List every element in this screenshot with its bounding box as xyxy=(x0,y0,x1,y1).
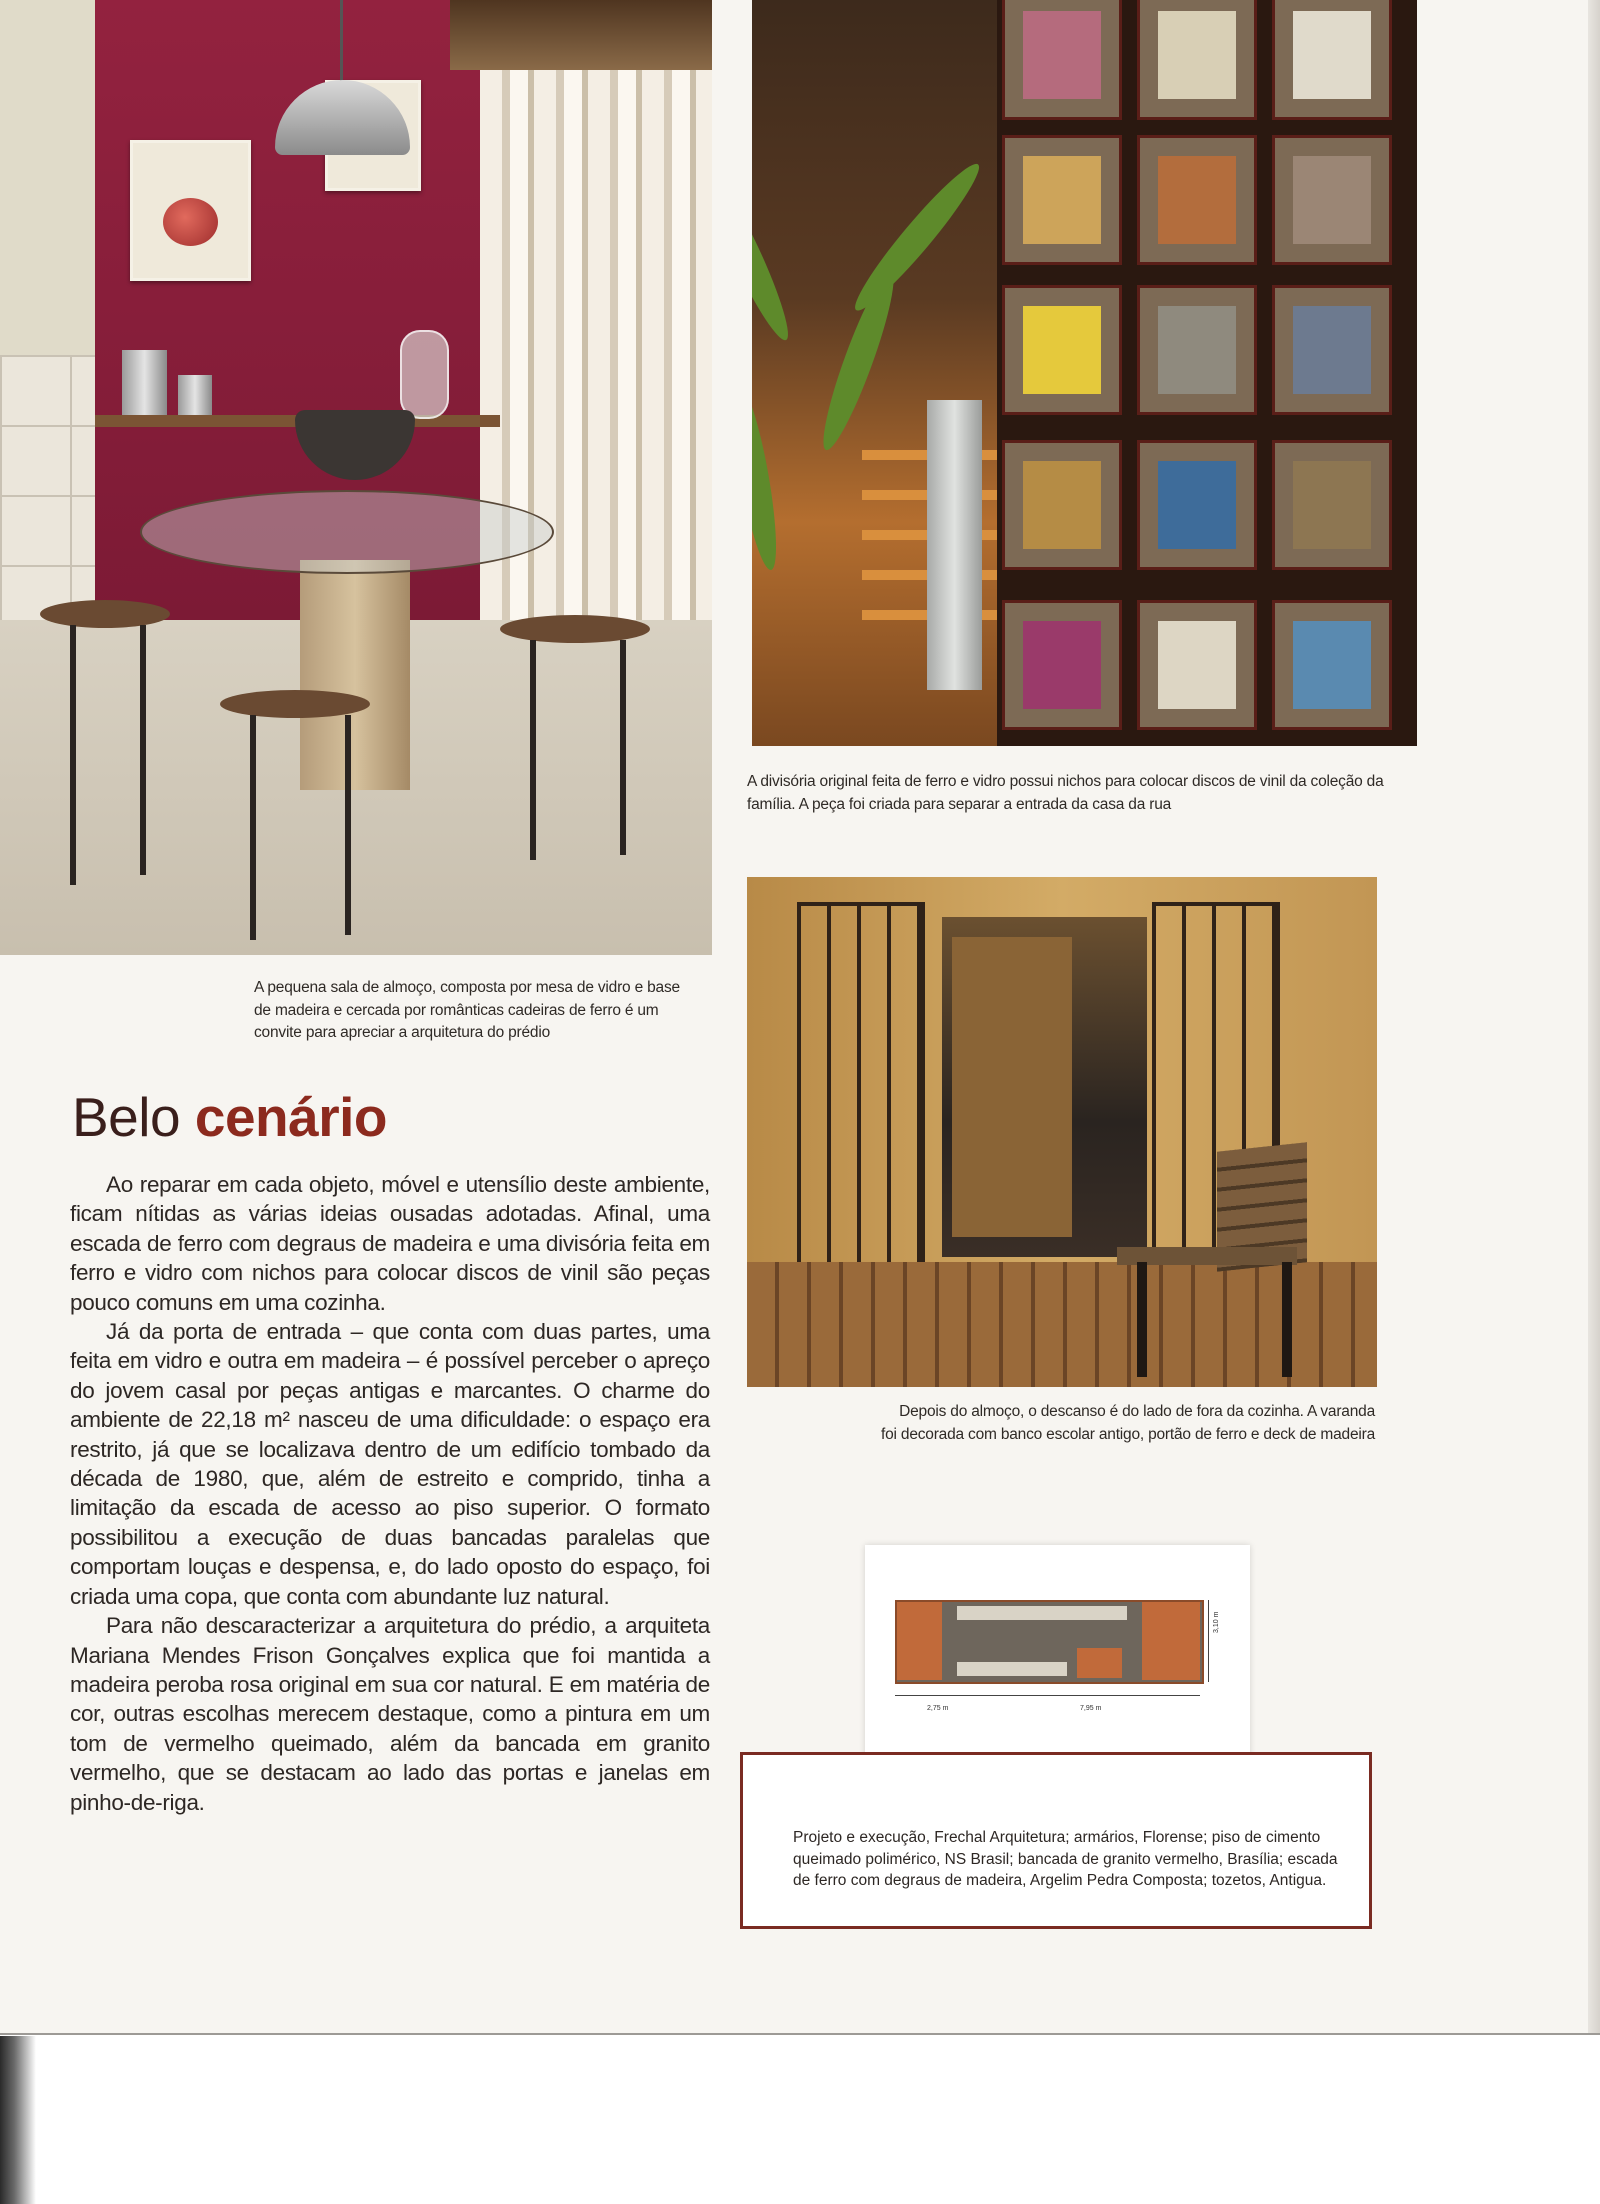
vinyl-record-niche xyxy=(1137,285,1257,415)
scanner-background xyxy=(0,2035,1600,2204)
chair-leg xyxy=(530,640,536,860)
wooden-table-base xyxy=(300,560,410,790)
chair-leg xyxy=(140,625,146,875)
curtain xyxy=(480,40,712,660)
glass-iron-divider xyxy=(997,0,1417,746)
plan-height-label: 3,10 m xyxy=(1213,1611,1220,1633)
plan-room xyxy=(895,1600,1204,1684)
refrigerator xyxy=(927,400,982,690)
chair-seat xyxy=(220,690,370,718)
chair-leg xyxy=(620,640,626,855)
veranda-photo xyxy=(747,877,1377,1387)
glass-vase xyxy=(400,330,449,419)
chair-leg xyxy=(345,715,351,935)
bench-leg xyxy=(1137,1262,1147,1377)
section-title-bold: cenário xyxy=(194,1086,388,1148)
lamp-cord xyxy=(340,0,343,85)
article-paragraph: Ao reparar em cada objeto, móvel e utensílio deste ambiente, ficam nítidas as várias ideias ousadas adotadas. Afinal, uma escada de ferro com degraus de madeira e uma divisória feita em ferro e vidro com nichos para colocar discos de vinil são peças pouco comuns em uma cozinha. xyxy=(70,1172,710,1315)
vinyl-record-niche xyxy=(1272,135,1392,265)
chair-leg xyxy=(70,625,76,885)
plan-dimension-line xyxy=(895,1695,983,1696)
records-divider-photo xyxy=(752,0,1417,746)
article-paragraph: Já da porta de entrada – que conta com duas partes, uma feita em vidro e outra em madeira – é possível perceber o apreço do jovem casal por peças antigas e marcantes. O charme do ambiente de 22,18 m² nasceu de uma dificuldade: o espaço era restrito, já que se localizava dentro de um edifício tombado da década de 1980, que, além de estreito e comprido, tinha a limitação da escada de acesso ao piso superior. O formato possibilitou a execução de duas bancadas paralelas que comportam louças e despensa, e, do lado oposto do espaço, foi criada uma copa, que conta com abundante luz natural. xyxy=(70,1319,710,1609)
plan-dimension-line xyxy=(1208,1600,1209,1682)
chair-seat xyxy=(40,600,170,628)
vinyl-record-niche xyxy=(1137,600,1257,730)
vinyl-record-niche xyxy=(1002,285,1122,415)
vinyl-record-niche xyxy=(1002,440,1122,570)
vinyl-record-niche xyxy=(1137,0,1257,120)
lunch-room-photo xyxy=(0,0,712,955)
vinyl-record-niche xyxy=(1137,135,1257,265)
article-body xyxy=(70,1170,710,1817)
steel-pot xyxy=(122,350,167,415)
wooden-door xyxy=(952,937,1072,1237)
plan-width-label-2: 7,95 m xyxy=(1080,1705,1102,1712)
page-edge xyxy=(1588,0,1600,2204)
vinyl-record-niche xyxy=(1002,0,1122,120)
vinyl-record-niche xyxy=(1272,600,1392,730)
vinyl-record-niche xyxy=(1002,135,1122,265)
bench-leg xyxy=(1282,1262,1292,1377)
chair-seat xyxy=(500,615,650,643)
glass-table-top xyxy=(140,490,554,574)
apple-painting xyxy=(130,140,251,281)
plan-dimension-line xyxy=(983,1695,1200,1696)
ceiling-beam xyxy=(450,0,712,70)
chair-leg xyxy=(250,715,256,940)
plan-counter-bottom xyxy=(957,1662,1067,1676)
credits-box xyxy=(740,1752,1372,1929)
vinyl-record-niche xyxy=(1137,440,1257,570)
plan-veranda xyxy=(1142,1602,1200,1680)
section-title-regular: Belo xyxy=(72,1086,181,1148)
plan-width-label-1: 2,75 m xyxy=(927,1705,949,1712)
vinyl-record-niche xyxy=(1272,0,1392,120)
vinyl-record-niche xyxy=(1272,285,1392,415)
plan-cabinet xyxy=(1077,1648,1122,1678)
article-paragraph: Para não descaracterizar a arquitetura do prédio, a arquiteta Mariana Mendes Frison Gonçalves explica que foi mantida a madeira peroba rosa original em sua cor natural. E em matéria de cor, outras escolhas merecem destaque, como a pintura em um tom de vermelho queimado, além da bancada em granito vermelho, que se destacam ao lado das portas e janelas em pinho-de-riga. xyxy=(70,1613,710,1815)
cream-wall xyxy=(0,0,100,360)
vinyl-record-niche xyxy=(1272,440,1392,570)
vinyl-record-niche xyxy=(1002,600,1122,730)
plan-counter-top xyxy=(957,1606,1127,1620)
section-title xyxy=(72,1085,387,1149)
records-divider-caption: A divisória original feita de ferro e vidro possui nichos para colocar discos de vinil da coleção da família. A peça foi criada para separar a entrada da casa da rua xyxy=(747,773,1384,813)
scanner-shadow xyxy=(0,2036,36,2204)
iron-gate-left xyxy=(797,902,925,1270)
credits-text: Projeto e execução, Frechal Arquitetura; armários, Florense; piso de cimento queimado polimérico, NS Brasil; bancada de granito vermelho, Brasília; escada de ferro com degraus de madeira, Argelim Pedra Composta; tozetos, Antigua. xyxy=(793,1829,1338,1889)
veranda-caption: Depois do almoço, o descanso é do lado de fora da cozinha. A varanda foi decorada com banco escolar antigo, portão de ferro e deck de madeira xyxy=(881,1403,1375,1443)
plan-dining-area xyxy=(897,1602,942,1680)
steel-pot xyxy=(178,375,212,415)
lunch-room-caption: A pequena sala de almoço, composta por mesa de vidro e base de madeira e cercada por românticas cadeiras de ferro é um convite para apreciar a arquitetura do prédio xyxy=(254,979,680,1041)
